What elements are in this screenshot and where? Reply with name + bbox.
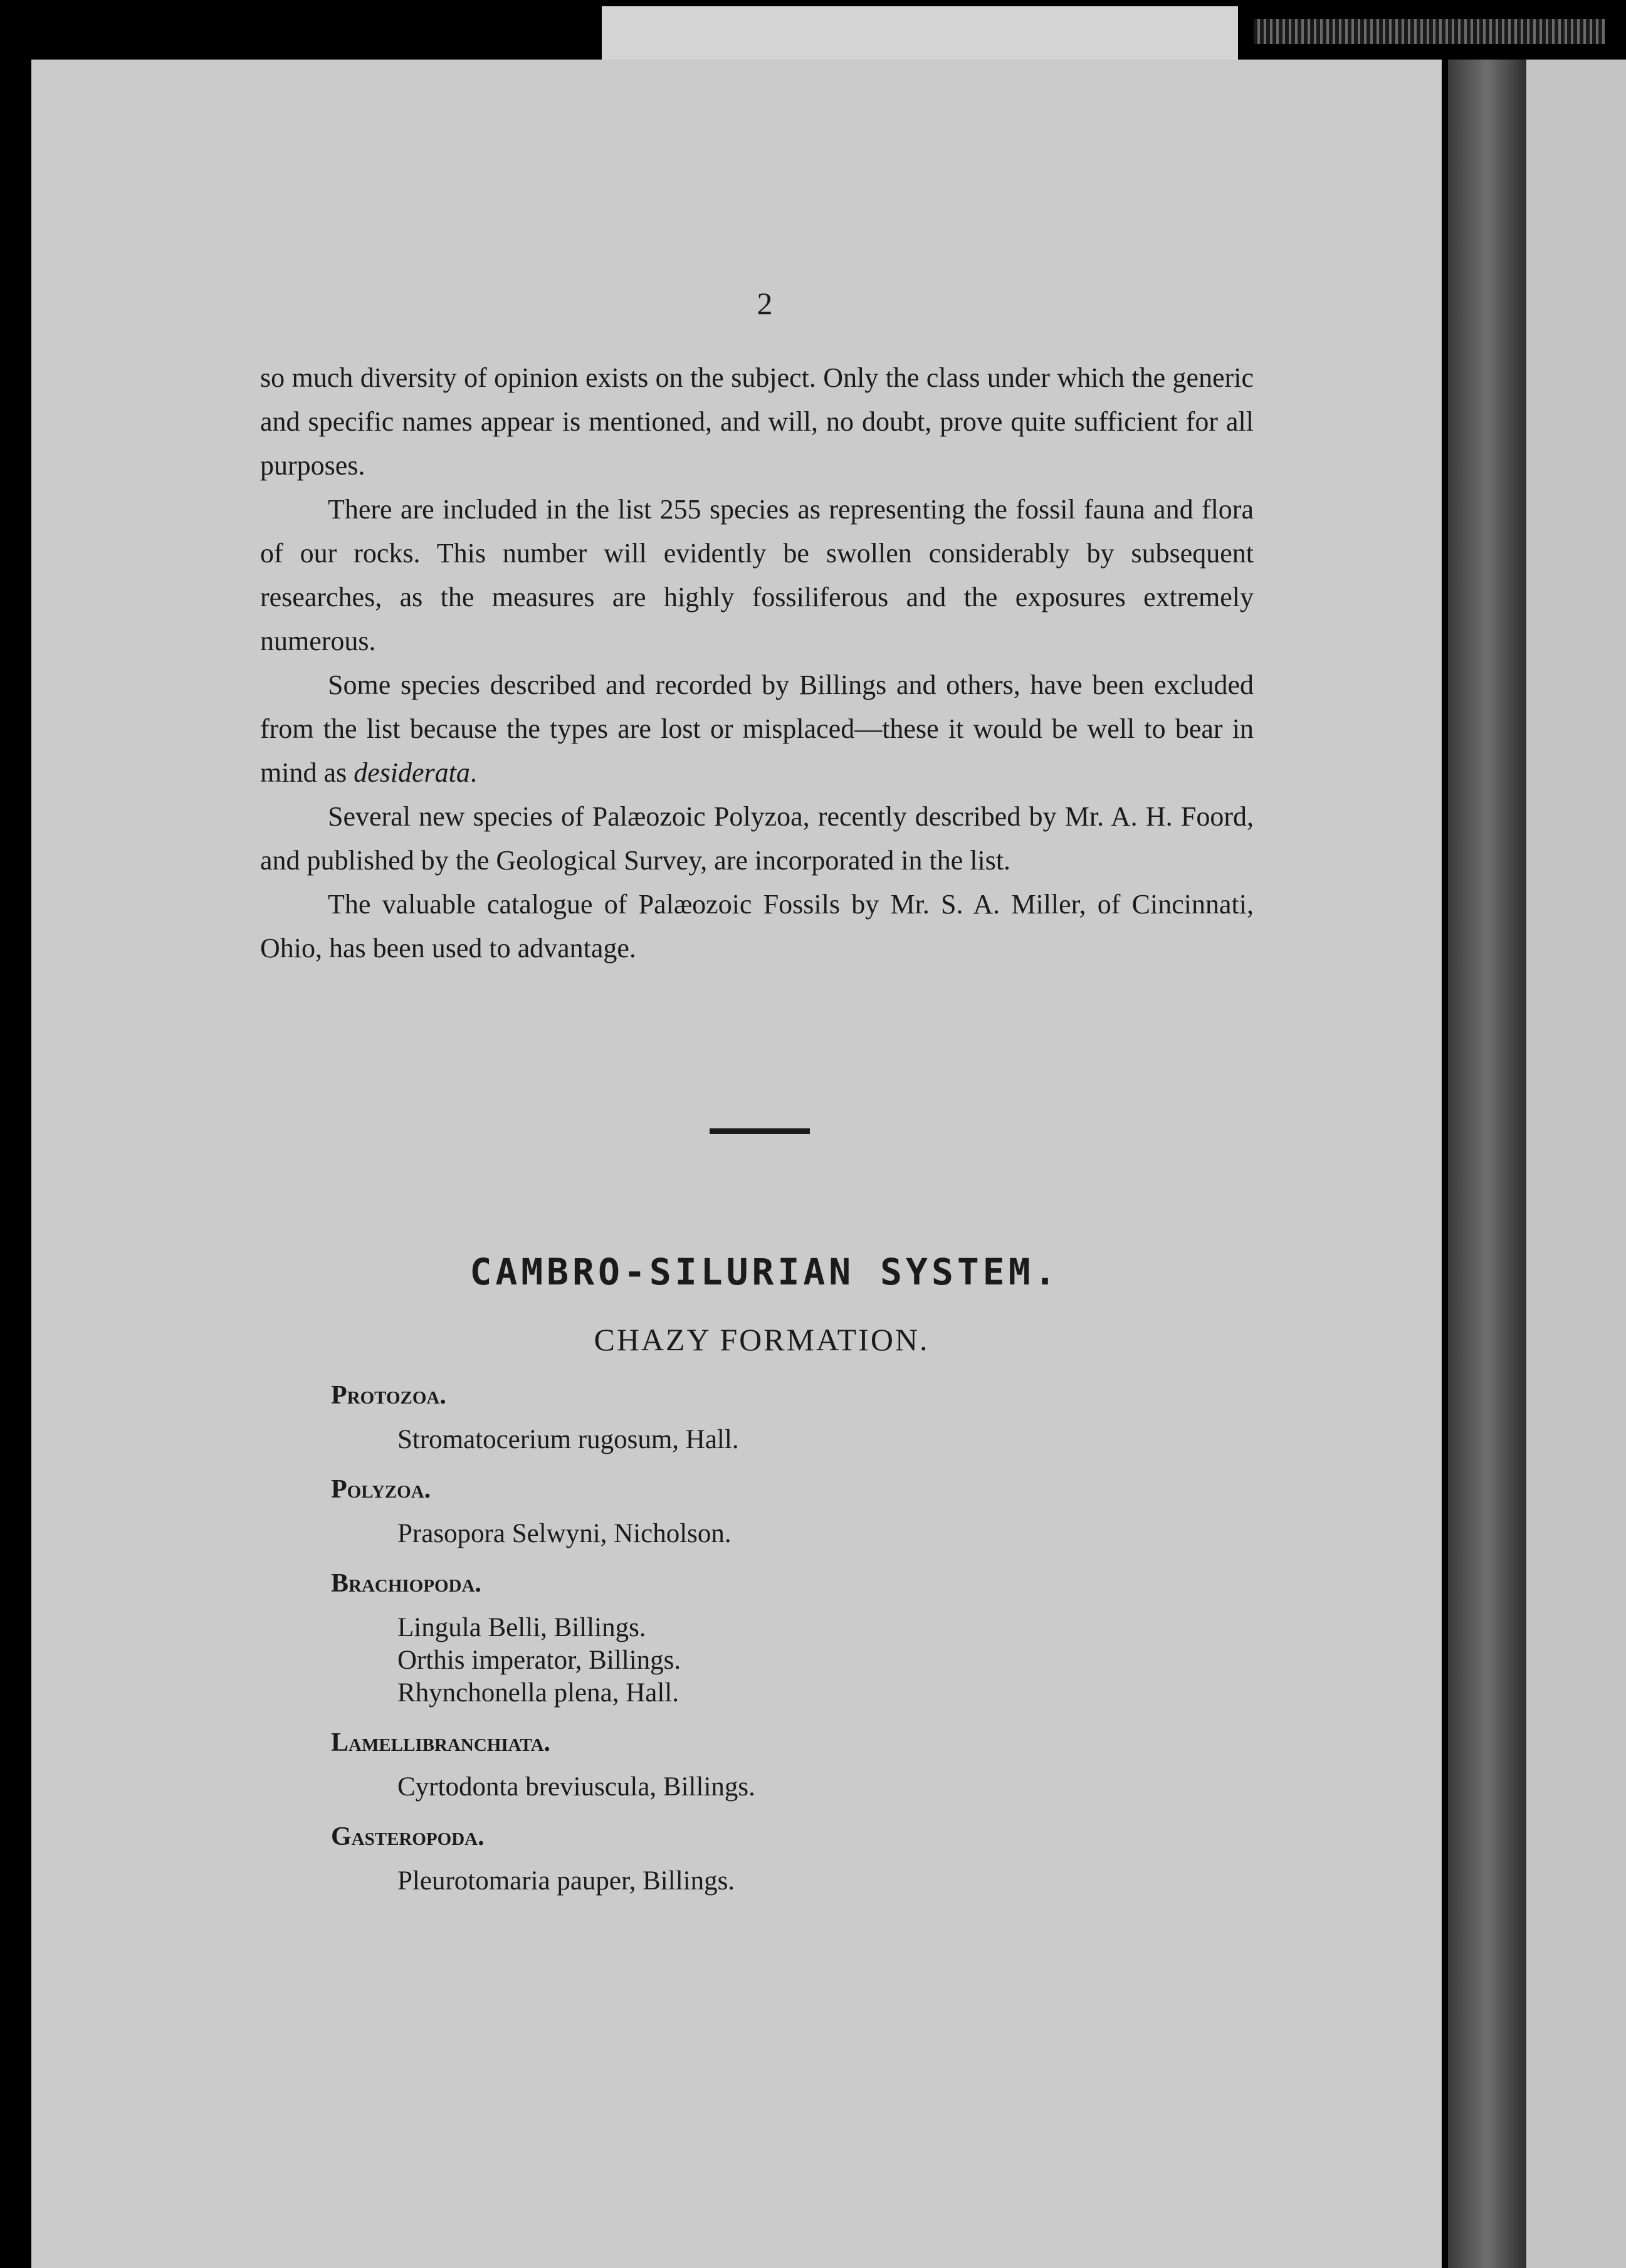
fossil-group [331,1723,1334,1803]
intro-paragraph [260,663,1254,795]
group-name: Lamellibranchiata. [331,1728,551,1757]
species-entry: Pleurotomaria pauper, Billings. [397,1866,735,1896]
formation-heading: CHAZY FORMATION. [594,1322,930,1357]
group-name: Polyzoa. [331,1475,431,1504]
species-entry: Cyrtodonta breviuscula, Billings. [397,1772,755,1802]
introduction-text [260,356,1254,970]
intro-text: . [469,757,477,788]
fossil-group [331,1376,1334,1456]
system-heading: CAMBRO-SILURIAN SYSTEM. [469,1251,1060,1293]
species-entry: Prasopora Selwyni, Nicholson. [397,1519,732,1548]
group-name: Gasteropoda. [331,1822,485,1851]
intro-paragraph: Several new species of Palæozoic Polyzoa, recently described by Mr. A. H. Foord, and published by the Geological Survey, are incorporated in the list. [260,801,1254,876]
intro-text: Some species described and recorded by Billings and others, have been excluded from the list because the types are lost or misplaced—these it would be well to bear in mind as [260,669,1254,788]
species-entry: Orthis imperator, Billings. [397,1646,681,1675]
fossil-group [331,1564,1334,1709]
group-name: Brachiopoda. [331,1569,481,1598]
fossil-group [331,1817,1334,1898]
fossil-list [331,1376,1334,1911]
page-number: 2 [757,286,773,321]
intro-paragraph: There are included in the list 255 species as representing the fossil fauna and flora of our rocks. This number will evidently be swollen considerably by subsequent researches, as the measures are highly fossiliferous and the exposures extremely numerous. [260,494,1254,656]
group-name: Protozoa. [331,1381,446,1410]
species-entry: Rhynchonella plena, Hall. [397,1678,679,1708]
species-entry: Lingula Belli, Billings. [397,1613,646,1642]
species-entry: Stromatocerium rugosum, Hall. [397,1425,739,1454]
emphasis-word: desiderata [354,757,470,788]
intro-paragraph: so much diversity of opinion exists on the subject. Only the class under which the generic and specific names appear is mentioned, and will, no doubt, prove quite sufficient for all purposes. [260,362,1254,481]
intro-paragraph: The valuable catalogue of Palæozoic Fossils by Mr. S. A. Miller, of Cincinnati, Ohio, has been used to advantage. [260,889,1254,963]
section-divider [710,1128,810,1134]
fossil-group [331,1470,1334,1550]
